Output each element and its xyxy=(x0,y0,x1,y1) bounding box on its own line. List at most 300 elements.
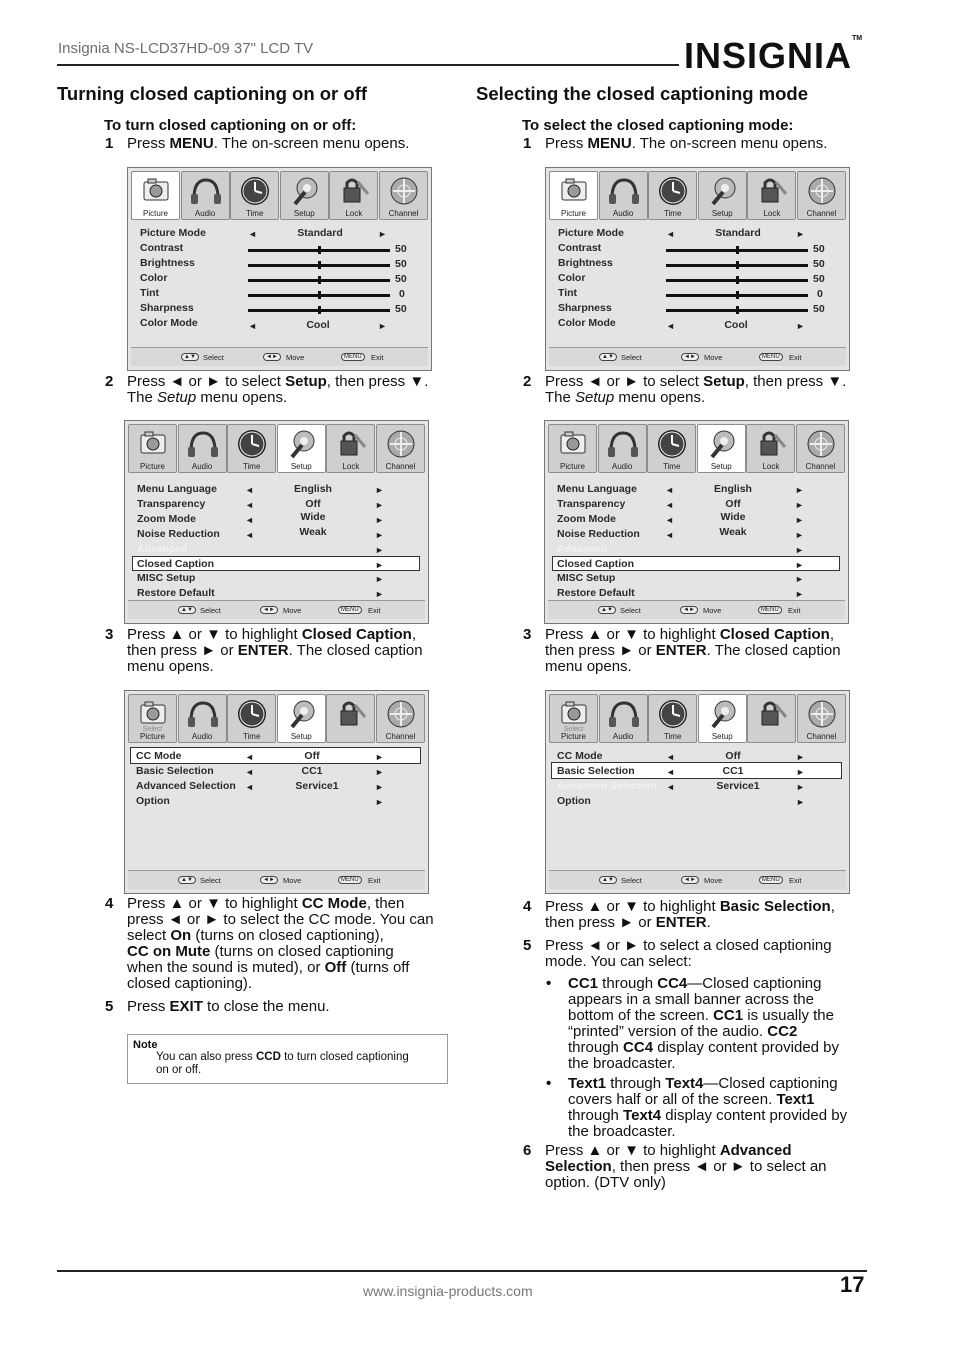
menu-right-arrow-icon: ► xyxy=(795,560,804,570)
footer-select: Select xyxy=(620,606,641,615)
menu-tab-label: Audio xyxy=(612,732,634,741)
menu-slider xyxy=(666,249,808,252)
menu-right-arrow-icon: ► xyxy=(796,229,805,239)
menu-tab-picture[interactable] xyxy=(128,694,177,743)
globe-icon xyxy=(801,427,841,460)
left-step-5: 5 Press EXIT to close the menu. xyxy=(105,998,330,1015)
headphones-icon xyxy=(186,174,226,207)
menu-tab-time[interactable] xyxy=(647,424,696,473)
menu-value: CC1 xyxy=(722,765,744,777)
step-number: 1 xyxy=(105,135,114,152)
setup-menu-screen xyxy=(124,420,429,624)
cc-menu-screen xyxy=(545,690,850,894)
menu-tab-picture[interactable] xyxy=(128,424,177,473)
right-arrow-icon: ► xyxy=(730,1158,746,1175)
left-subheading: To turn closed captioning on or off: xyxy=(104,117,357,134)
picture-menu-screen xyxy=(127,167,432,371)
bullet-text: • Text1 through Text4—Closed captioning covers half or all of the screen. Text1 through Text4 display content provided by the broadcaster. xyxy=(546,1075,848,1140)
setup-menu-screen xyxy=(544,420,849,624)
footer-exit: Exit xyxy=(371,353,384,362)
slider-value: 50 xyxy=(813,258,825,270)
menu-tab-channel[interactable] xyxy=(797,694,846,743)
left-right-buttons-icon: ◄► xyxy=(263,353,281,361)
footer-move: Move xyxy=(283,606,302,615)
right-step-4: 4 Press ▲ or ▼ to highlight Basic Selection, then press ► or ENTER. xyxy=(523,898,835,931)
clock-icon xyxy=(652,427,692,460)
menu-value: Off xyxy=(304,750,320,762)
clock-icon xyxy=(232,697,272,730)
menu-tab-label: Channel xyxy=(806,209,837,218)
menu-tab-label: Time xyxy=(242,462,261,471)
menu-slider xyxy=(666,294,808,297)
menu-value: Standard xyxy=(297,227,343,239)
menu-footer xyxy=(128,600,425,619)
menu-row-label: Option xyxy=(136,795,170,807)
headphones-icon xyxy=(183,427,223,460)
menu-left-arrow-icon: ◄ xyxy=(245,782,254,792)
menu-footer xyxy=(549,870,846,889)
lock-icon xyxy=(334,174,374,207)
menu-left-arrow-icon: ◄ xyxy=(665,500,674,510)
footer-exit: Exit xyxy=(789,876,802,885)
menu-tab-label: Time xyxy=(245,209,264,218)
menu-footer xyxy=(549,347,846,366)
menu-row-label: Advanced Selection xyxy=(136,780,236,792)
menu-tab-label: Lock xyxy=(342,462,360,471)
left-step-1: 1 Press MENU. The on-screen menu opens. xyxy=(105,135,410,152)
menu-row-label: MISC Setup xyxy=(557,572,616,584)
document-header-title: Insignia NS-LCD37HD-09 37" LCD TV xyxy=(58,40,314,57)
left-arrow-icon: ◄ xyxy=(587,937,603,954)
down-arrow-icon: ▼ xyxy=(827,373,843,390)
slider-value: 50 xyxy=(813,303,825,315)
menu-footer xyxy=(128,870,425,889)
page-number: 17 xyxy=(840,1272,865,1297)
camera-icon xyxy=(136,174,176,207)
menu-row-label: CC Mode xyxy=(557,750,603,762)
menu-tab-label: Channel xyxy=(388,209,419,218)
slider-knob xyxy=(318,261,321,269)
menu-right-arrow-icon: ► xyxy=(795,515,804,525)
up-arrow-icon: ▲ xyxy=(169,895,185,912)
menu-tab-lock[interactable] xyxy=(747,171,796,220)
menu-tab-label: Picture xyxy=(143,209,168,218)
right-arrow-icon: ► xyxy=(624,937,639,954)
menu-tab-label: Time xyxy=(663,732,682,741)
menu-tab-audio[interactable] xyxy=(178,694,227,743)
menu-right-arrow-icon: ► xyxy=(375,589,384,599)
menu-tab-label: Picture xyxy=(560,462,585,471)
menu-left-arrow-icon: ◄ xyxy=(245,752,254,762)
menu-tab-label: Channel xyxy=(385,732,416,741)
menu-right-arrow-icon: ► xyxy=(375,767,384,777)
left-step-2: 2 Press ◄ or ► to select Setup, then press ▼. The Setup menu opens. xyxy=(105,373,429,406)
menu-tab-setup[interactable] xyxy=(277,694,326,743)
menu-right-arrow-icon: ► xyxy=(378,229,387,239)
menu-row-label: Noise Reduction xyxy=(557,528,640,540)
menu-tab-label: Audio xyxy=(191,732,213,741)
menu-tab-label: Channel xyxy=(805,462,836,471)
menu-right-arrow-icon: ► xyxy=(796,797,805,807)
right-arrow-icon: ► xyxy=(619,914,635,931)
slider-value: 50 xyxy=(813,273,825,285)
slider-knob xyxy=(318,276,321,284)
menu-tab-lock[interactable] xyxy=(326,424,375,473)
menu-tab-picture[interactable] xyxy=(549,171,598,220)
menu-left-arrow-icon: ◄ xyxy=(245,500,254,510)
menu-tab-label: Channel xyxy=(385,462,416,471)
slider-value: 50 xyxy=(395,273,407,285)
menu-value: Off xyxy=(725,750,741,762)
menu-row-label: Color xyxy=(140,272,168,284)
footer-rule xyxy=(57,1270,867,1272)
menu-value: English xyxy=(294,483,332,495)
menu-button-icon: MENU xyxy=(338,876,362,884)
footer-move: Move xyxy=(286,353,305,362)
slider-value: 0 xyxy=(817,288,823,300)
footer-select: Select xyxy=(200,606,221,615)
menu-row-label: Noise Reduction xyxy=(137,528,220,540)
camera-icon xyxy=(553,427,593,460)
header-rule xyxy=(57,64,679,66)
footer-move: Move xyxy=(283,876,302,885)
menu-tab-picture[interactable] xyxy=(131,171,180,220)
menu-tab-audio[interactable] xyxy=(178,424,227,473)
menu-tab-setup[interactable] xyxy=(277,424,326,473)
down-arrow-icon: ▼ xyxy=(624,626,639,643)
footer-exit: Exit xyxy=(368,876,381,885)
menu-slider xyxy=(248,309,390,312)
menu-tab-channel[interactable] xyxy=(376,424,425,473)
menu-row-label: Transparency xyxy=(557,498,626,510)
up-down-buttons-icon: ▲▼ xyxy=(181,353,199,361)
headphones-icon xyxy=(604,697,644,730)
menu-tab-hint: Select xyxy=(142,726,163,733)
left-step-4: 4 Press ▲ or ▼ to highlight CC Mode, then press ◄ or ► to select the CC mode. You can select On (turns on closed captioning), CC on Mute (turns on closed captioning when the sound is muted), or Off (turns off closed captioning). xyxy=(105,895,434,992)
menu-tab-label: Audio xyxy=(194,209,216,218)
down-arrow-icon: ▼ xyxy=(409,373,425,390)
picture-menu-screen xyxy=(545,167,850,371)
menu-right-arrow-icon: ► xyxy=(375,752,384,762)
globe-icon xyxy=(381,427,421,460)
headphones-icon xyxy=(603,427,643,460)
globe-icon xyxy=(384,174,424,207)
menu-left-arrow-icon: ◄ xyxy=(666,767,675,777)
footer-select: Select xyxy=(200,876,221,885)
footer-exit: Exit xyxy=(788,606,801,615)
menu-tab-picture[interactable] xyxy=(549,694,598,743)
menu-tab-lock[interactable] xyxy=(746,424,795,473)
slider-value: 0 xyxy=(399,288,405,300)
menu-row-label: Tint xyxy=(140,287,160,299)
menu-row-label: Transparency xyxy=(137,498,206,510)
menu-left-arrow-icon: ◄ xyxy=(245,530,254,540)
menu-left-arrow-icon: ◄ xyxy=(665,485,674,495)
down-arrow-icon: ▼ xyxy=(624,1142,639,1159)
slider-knob xyxy=(736,276,739,284)
menu-left-arrow-icon: ◄ xyxy=(665,530,674,540)
slider-knob xyxy=(736,246,739,254)
slider-value: 50 xyxy=(813,243,825,255)
slider-knob xyxy=(736,261,739,269)
menu-row-label: Contrast xyxy=(140,242,184,254)
right-step-1: 1 Press MENU. The on-screen menu opens. xyxy=(523,135,828,152)
note-box xyxy=(127,1034,448,1084)
lock-icon xyxy=(331,427,371,460)
menu-right-arrow-icon: ► xyxy=(795,530,804,540)
menu-row-label: Contrast xyxy=(558,242,602,254)
menu-row-label: Menu Language xyxy=(137,483,217,495)
menu-slider xyxy=(248,264,390,267)
menu-tab-label: Picture xyxy=(140,732,165,741)
menu-row-label: Closed Caption xyxy=(137,558,215,570)
menu-right-arrow-icon: ► xyxy=(796,752,805,762)
slider-value: 50 xyxy=(395,258,407,270)
wrench-icon xyxy=(282,697,322,730)
right-arrow-icon: ► xyxy=(624,373,639,390)
slider-knob xyxy=(736,306,739,314)
slider-value: 50 xyxy=(395,243,407,255)
menu-tab-channel[interactable] xyxy=(379,171,428,220)
footer-move: Move xyxy=(704,353,723,362)
menu-left-arrow-icon: ◄ xyxy=(666,752,675,762)
menu-left-arrow-icon: ◄ xyxy=(248,321,257,331)
menu-left-arrow-icon: ◄ xyxy=(666,782,675,792)
menu-tab-audio[interactable] xyxy=(181,171,230,220)
menu-tab-label: Setup xyxy=(711,732,733,741)
left-arrow-icon: ◄ xyxy=(167,911,183,928)
footer-select: Select xyxy=(621,353,642,362)
menu-tab-label: Time xyxy=(663,209,682,218)
menu-value: Cool xyxy=(724,319,748,331)
menu-left-arrow-icon: ◄ xyxy=(245,515,254,525)
menu-value: Standard xyxy=(715,227,761,239)
lock-icon xyxy=(331,697,371,730)
menu-tab-audio[interactable] xyxy=(599,171,648,220)
menu-right-arrow-icon: ► xyxy=(375,545,384,555)
menu-slider xyxy=(248,279,390,282)
menu-left-arrow-icon: ◄ xyxy=(245,485,254,495)
globe-icon xyxy=(802,697,842,730)
slider-knob xyxy=(318,246,321,254)
menu-value: Off xyxy=(305,498,321,510)
note-label: Note xyxy=(133,1039,158,1051)
right-step-5: 5 Press ◄ or ► to select a closed captioning mode. You can select: xyxy=(523,937,832,970)
up-down-buttons-icon: ▲▼ xyxy=(178,606,196,614)
menu-tab-audio[interactable] xyxy=(598,424,647,473)
menu-slider xyxy=(666,279,808,282)
right-step-3: 3 Press ▲ or ▼ to highlight Closed Caption, then press ► or ENTER. The closed caption menu opens. xyxy=(523,626,841,675)
menu-tab-setup[interactable] xyxy=(697,424,746,473)
menu-tab-time[interactable] xyxy=(648,694,697,743)
menu-tab-time[interactable] xyxy=(230,171,279,220)
menu-right-arrow-icon: ► xyxy=(375,574,384,584)
lock-icon xyxy=(752,174,792,207)
menu-value: Wide xyxy=(720,511,746,523)
footer-select: Select xyxy=(203,353,224,362)
menu-tab-label: Lock xyxy=(345,209,363,218)
menu-row-label: Option xyxy=(557,795,591,807)
globe-icon xyxy=(802,174,842,207)
menu-right-arrow-icon: ► xyxy=(375,797,384,807)
menu-row-label: Restore Default xyxy=(137,587,215,599)
menu-row-label: Closed Caption xyxy=(557,558,635,570)
menu-right-arrow-icon: ► xyxy=(378,321,387,331)
menu-row-label: MISC Setup xyxy=(137,572,196,584)
menu-tab-time[interactable] xyxy=(227,694,276,743)
menu-tab-label: Picture xyxy=(561,732,586,741)
insignia-logo xyxy=(684,35,869,79)
menu-tab-channel[interactable] xyxy=(376,694,425,743)
left-arrow-icon: ◄ xyxy=(694,1158,710,1175)
menu-right-arrow-icon: ► xyxy=(795,485,804,495)
menu-tab-label: Audio xyxy=(611,462,633,471)
menu-row-label: CC Mode xyxy=(136,750,182,762)
menu-tab-label: Channel xyxy=(806,732,837,741)
left-right-buttons-icon: ◄► xyxy=(681,353,699,361)
up-down-buttons-icon: ▲▼ xyxy=(598,606,616,614)
menu-row-label: Zoom Mode xyxy=(137,513,196,525)
menu-row-label: Picture Mode xyxy=(140,227,206,239)
camera-icon xyxy=(554,174,594,207)
menu-right-arrow-icon: ► xyxy=(375,515,384,525)
menu-right-arrow-icon: ► xyxy=(795,500,804,510)
right-subheading: To select the closed captioning mode: xyxy=(522,117,794,134)
camera-icon xyxy=(133,427,173,460)
up-arrow-icon: ▲ xyxy=(587,626,603,643)
menu-row-label: Zoom Mode xyxy=(557,513,616,525)
slider-knob xyxy=(736,291,739,299)
menu-row-label: Tint xyxy=(558,287,578,299)
down-arrow-icon: ▼ xyxy=(206,895,221,912)
menu-tab-lock[interactable] xyxy=(326,694,375,743)
menu-left-arrow-icon: ◄ xyxy=(665,515,674,525)
menu-slider xyxy=(248,249,390,252)
footer-url: www.insignia-products.com xyxy=(363,1283,533,1299)
menu-value: CC1 xyxy=(301,765,323,777)
up-down-buttons-icon: ▲▼ xyxy=(178,876,196,884)
menu-tab-label: Setup xyxy=(711,209,733,218)
menu-row-label: Brightness xyxy=(140,257,195,269)
menu-tab-label: Time xyxy=(242,732,261,741)
menu-tab-label: Setup xyxy=(710,462,732,471)
left-right-buttons-icon: ◄► xyxy=(260,606,278,614)
menu-right-arrow-icon: ► xyxy=(375,500,384,510)
up-arrow-icon: ▲ xyxy=(587,898,603,915)
left-arrow-icon: ◄ xyxy=(587,373,603,390)
menu-tab-picture[interactable] xyxy=(548,424,597,473)
cc-menu-screen xyxy=(124,690,429,894)
menu-right-arrow-icon: ► xyxy=(796,782,805,792)
logo-text: INSIGNIA xyxy=(684,35,853,76)
menu-tab-label: Lock xyxy=(763,209,781,218)
menu-right-arrow-icon: ► xyxy=(375,560,384,570)
note-text: You can also press CCD to turn closed captioning on or off. xyxy=(156,1051,409,1076)
wrench-icon xyxy=(702,427,742,460)
menu-footer xyxy=(548,600,845,619)
menu-value: Weak xyxy=(719,526,747,538)
left-heading: Turning closed captioning on or off xyxy=(57,83,368,104)
footer-move: Move xyxy=(704,876,723,885)
menu-row-label: Restore Default xyxy=(557,587,635,599)
headphones-icon xyxy=(604,174,644,207)
headphones-icon xyxy=(183,697,223,730)
menu-right-arrow-icon: ► xyxy=(796,767,805,777)
menu-row-label: Basic Selection xyxy=(136,765,214,777)
footer-select: Select xyxy=(621,876,642,885)
menu-tab-label: Lock xyxy=(762,462,780,471)
wrench-icon xyxy=(285,174,325,207)
menu-tab-label: Setup xyxy=(290,732,312,741)
menu-tab-label: Audio xyxy=(191,462,213,471)
menu-left-arrow-icon: ◄ xyxy=(666,321,675,331)
menu-row-label: Picture Mode xyxy=(558,227,624,239)
menu-tab-channel[interactable] xyxy=(797,171,846,220)
menu-row-label: Color Mode xyxy=(558,317,616,329)
menu-value: Off xyxy=(725,498,741,510)
menu-row-label: Color xyxy=(558,272,586,284)
menu-tab-setup[interactable] xyxy=(698,694,747,743)
lock-icon xyxy=(752,697,792,730)
menu-tab-label: Setup xyxy=(290,462,312,471)
left-right-buttons-icon: ◄► xyxy=(681,876,699,884)
wrench-icon xyxy=(703,174,743,207)
menu-row-label: Advanced xyxy=(557,543,608,555)
menu-tab-setup[interactable] xyxy=(280,171,329,220)
menu-tab-setup[interactable] xyxy=(698,171,747,220)
left-right-buttons-icon: ◄► xyxy=(680,606,698,614)
clock-icon xyxy=(653,697,693,730)
wrench-icon xyxy=(282,427,322,460)
left-step-3: 3 Press ▲ or ▼ to highlight Closed Caption, then press ► or ENTER. The closed caption menu opens. xyxy=(105,626,423,675)
menu-tab-audio[interactable] xyxy=(599,694,648,743)
menu-right-arrow-icon: ► xyxy=(795,589,804,599)
menu-tab-time[interactable] xyxy=(648,171,697,220)
menu-right-arrow-icon: ► xyxy=(795,545,804,555)
menu-tab-label: Audio xyxy=(612,209,634,218)
right-arrow-icon: ► xyxy=(204,911,220,928)
right-arrow-icon: ► xyxy=(206,373,221,390)
menu-tab-lock[interactable] xyxy=(329,171,378,220)
right-step-6: 6 Press ▲ or ▼ to highlight Advanced Selection, then press ◄ or ► to select an option. (DTV only) xyxy=(523,1142,827,1191)
up-down-buttons-icon: ▲▼ xyxy=(599,353,617,361)
menu-row-label: Menu Language xyxy=(557,483,637,495)
menu-value: Weak xyxy=(299,526,327,538)
menu-tab-time[interactable] xyxy=(227,424,276,473)
menu-value: Cool xyxy=(306,319,330,331)
menu-tab-hint: Select xyxy=(563,726,584,733)
menu-slider xyxy=(666,264,808,267)
menu-tab-label: Setup xyxy=(293,209,315,218)
right-arrow-icon: ► xyxy=(201,642,217,659)
menu-row-label: Basic Selection xyxy=(557,765,635,777)
menu-tab-lock[interactable] xyxy=(747,694,796,743)
menu-button-icon: MENU xyxy=(338,606,362,614)
menu-right-arrow-icon: ► xyxy=(375,530,384,540)
menu-slider xyxy=(248,294,390,297)
right-step-2: 2 Press ◄ or ► to select Setup, then press ▼. The Setup menu opens. xyxy=(523,373,847,406)
menu-tab-channel[interactable] xyxy=(796,424,845,473)
menu-right-arrow-icon: ► xyxy=(796,321,805,331)
footer-exit: Exit xyxy=(789,353,802,362)
up-down-buttons-icon: ▲▼ xyxy=(599,876,617,884)
menu-button-icon: MENU xyxy=(759,353,783,361)
clock-icon xyxy=(232,427,272,460)
menu-tab-label: Time xyxy=(662,462,681,471)
left-right-buttons-icon: ◄► xyxy=(260,876,278,884)
right-arrow-icon: ► xyxy=(619,642,635,659)
left-arrow-icon: ◄ xyxy=(169,373,185,390)
